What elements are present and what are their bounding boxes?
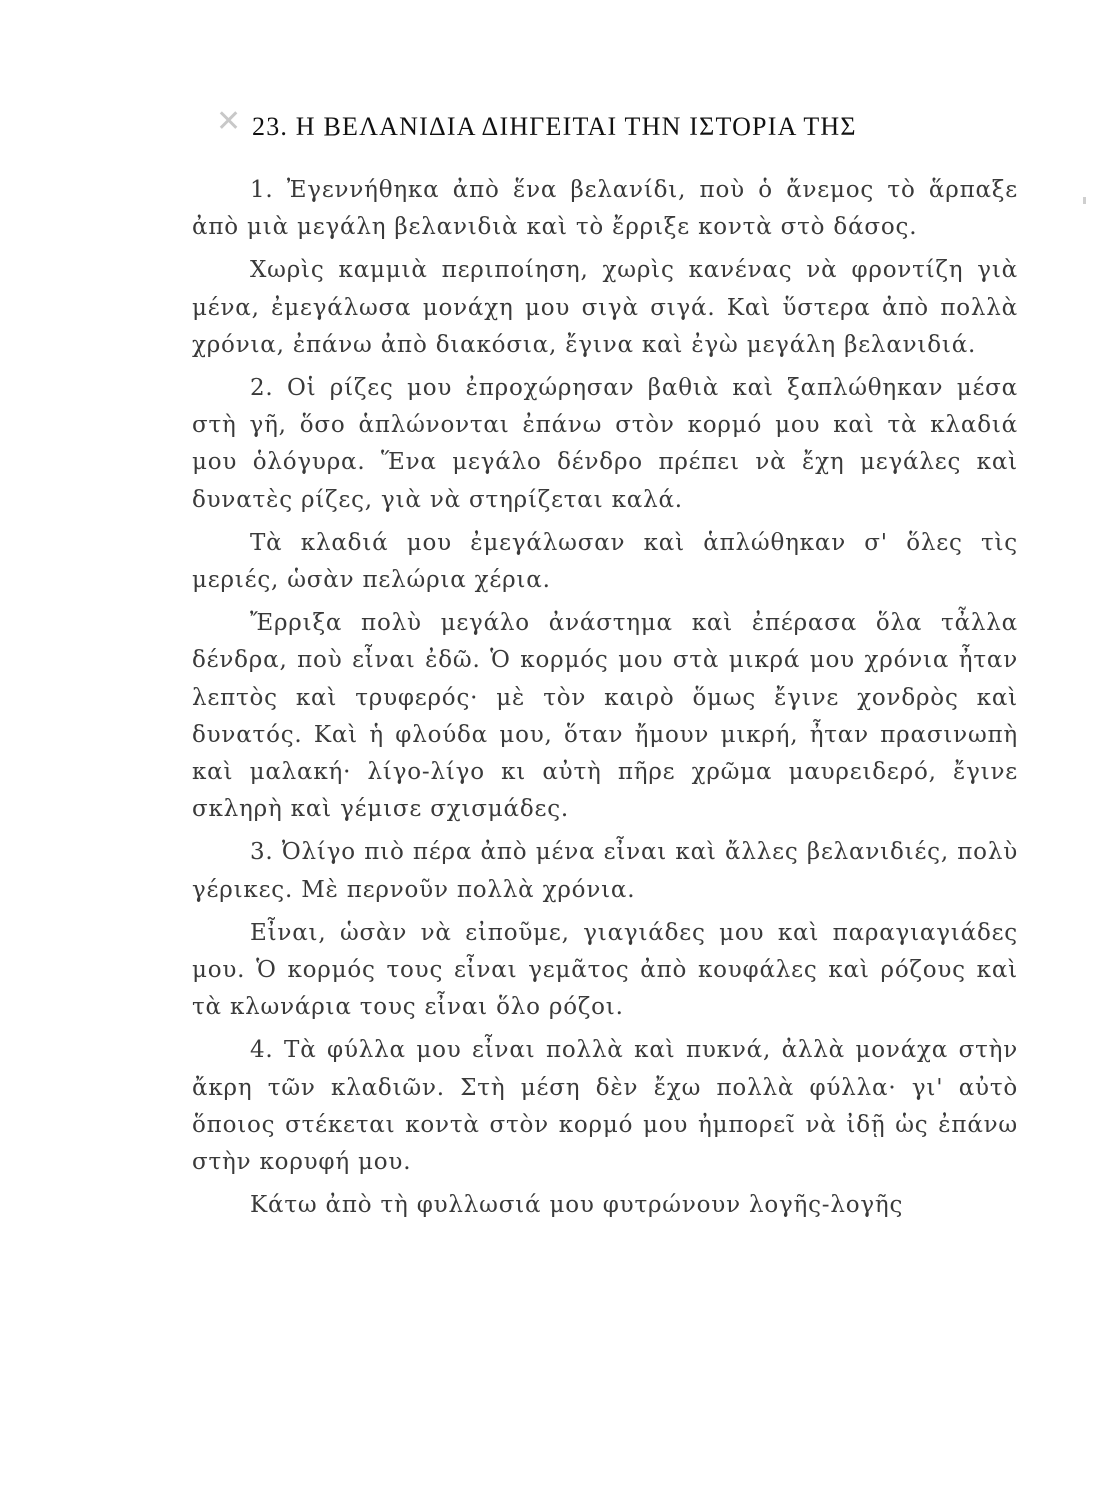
paragraph-3: 2. Οἱ ρίζες μου ἐπροχώρησαν βαθιὰ καὶ ξαπλώθηκαν μέσα στὴ γῆ, ὅσο ἁπλώνονται ἐπάνω στὸν κορμό μου καὶ τὰ κλαδιά μου ὁλόγυρα. Ἕνα μεγάλο δένδρο πρέπει νὰ ἔχη μεγάλες καὶ δυνατὲς ρίζες, γιὰ νὰ στηρίζεται καλά.	[192, 375, 1018, 513]
paragraph-6: 3. Ὀλίγο πιὸ πέρα ἀπὸ μένα εἶναι καὶ ἄλλες βελανιδιές, πολὺ γέρικες. Μὲ περνοῦν πολλὰ χρόνια.	[192, 839, 1018, 903]
paragraph-9: Κάτω ἀπὸ τὴ φυλλωσιά μου φυτρώνουν λογῆς-λογῆς	[250, 1192, 904, 1219]
paragraph-4: Τὰ κλαδιά μου ἐμεγάλωσαν καὶ ἁπλώθηκαν σ' ὅλες τὶς μεριές, ὡσὰν πελώρια χέρια.	[192, 529, 1018, 594]
cross-mark-icon: ✕	[216, 104, 242, 139]
paragraph-1: 1. Ἐγεννήθηκα ἀπὸ ἕνα βελανίδι, ποὺ ὁ ἄνεμος τὸ ἅρπαξε ἀπὸ μιὰ μεγάλη βελανιδιὰ καὶ τὸ ἔρριξε κοντὰ στὸ δάσος.	[192, 177, 1018, 241]
paragraph-2: Χωρὶς καμμιὰ περιποίηση, χωρὶς κανένας νὰ φροντίζη γιὰ μένα, ἐμεγάλωσα μονάχη μου σιγὰ σιγά. Καὶ ὕστερα ἀπὸ πολλὰ χρόνια, ἐπάνω ἀπὸ διακόσια, ἔγινα καὶ ἐγὼ μεγάλη βελανιδιά.	[192, 257, 1018, 358]
paragraph-8: 4. Τὰ φύλλα μου εἶναι πολλὰ καὶ πυκνά, ἀλλὰ μονάχα στὴν ἄκρη τῶν κλαδιῶν. Στὴ μέση δὲν ἔχω πολλὰ φύλλα· γι' αὐτὸ ὅποιος στέκεται κοντὰ στὸν κορμό μου ἠμπορεῖ νὰ ἰδῇ ὡς ἐπάνω στὴν κορυφή μου.	[192, 1037, 1018, 1176]
scan-speck	[1083, 197, 1086, 204]
page-title: 23. Η ΒΕΛΑΝΙΔΙΑ ΔΙΗΓΕΙΤΑΙ ΤΗΝ ΙΣΤΟΡΙΑ ΤΗΣ	[252, 112, 857, 141]
text-body	[192, 172, 1018, 1230]
paragraph-7: Εἶναι, ὡσὰν νὰ εἰποῦμε, γιαγιάδες μου καὶ παραγιαγιάδες μου. Ὁ κορμός τους εἶναι γεμᾶτος ἀπὸ κουφάλες καὶ ρόζους καὶ τὰ κλωνάρια τους εἶναι ὅλο ρόζοι.	[192, 919, 1018, 1021]
paragraph-5: Ἔρριξα πολὺ μεγάλο ἀνάστημα καὶ ἐπέρασα ὅλα τἆλλα δένδρα, ποὺ εἶναι ἐδῶ. Ὁ κορμός μου στὰ μικρά μου χρόνια ἦταν λεπτὸς καὶ τρυφερός· μὲ τὸν καιρὸ ὅμως ἔγινε χονδρὸς καὶ δυνατός. Καὶ ἡ φλούδα μου, ὅταν ἤμουν μικρή, ἦταν πρασινωπὴ καὶ μαλακή· λίγο-λίγο κι αὐτὴ πῆρε χρῶμα μαυρειδερό, ἔγινε σκληρὴ καὶ γέμισε σχισμάδες.	[192, 610, 1018, 823]
